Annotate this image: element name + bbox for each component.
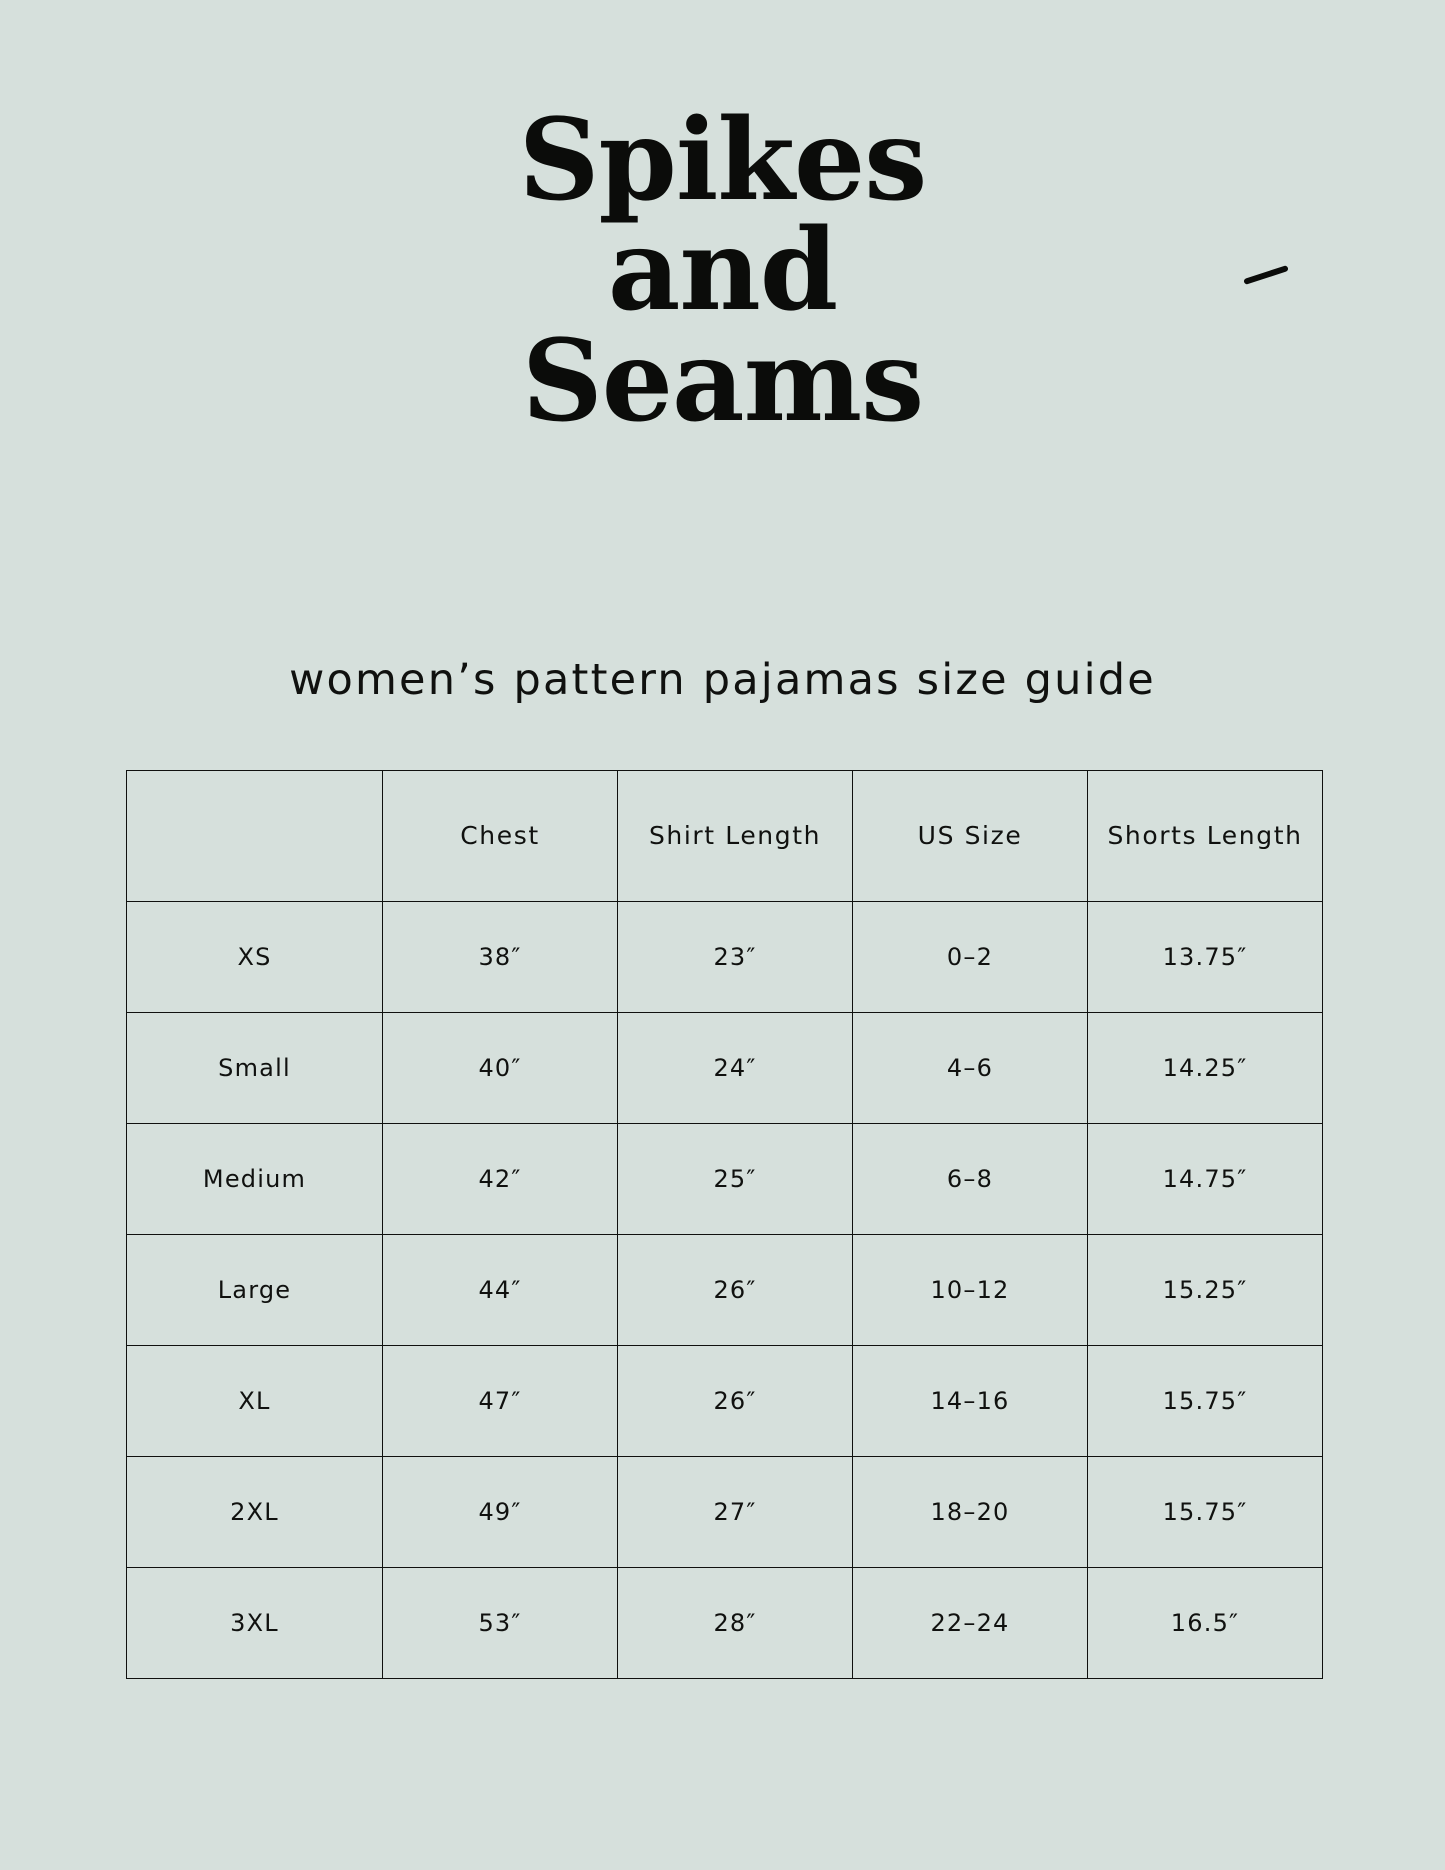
cell-chest: 47″ [383,1346,618,1457]
table-row [127,1124,1323,1235]
cell-us-size: 4–6 [853,1013,1088,1124]
table-row [127,1457,1323,1568]
cell-chest: 38″ [383,902,618,1013]
page-title: women’s pattern pajamas size guide [289,655,1156,705]
table-row [127,1568,1323,1679]
column-header-shirt-length: Shirt Length [618,771,853,902]
cell-us-size: 18–20 [853,1457,1088,1568]
row-label: XL [127,1346,383,1457]
cell-chest: 40″ [383,1013,618,1124]
cell-shorts-length: 15.75″ [1088,1346,1323,1457]
row-label: 3XL [127,1568,383,1679]
cell-chest: 53″ [383,1568,618,1679]
row-label: 2XL [127,1457,383,1568]
cell-us-size: 22–24 [853,1568,1088,1679]
cell-shorts-length: 15.25″ [1088,1235,1323,1346]
cell-shirt-length: 25″ [618,1124,853,1235]
cell-shorts-length: 16.5″ [1088,1568,1323,1679]
cell-shirt-length: 27″ [618,1457,853,1568]
cell-shirt-length: 26″ [618,1235,853,1346]
row-label: Medium [127,1124,383,1235]
table-corner-cell [127,771,383,902]
brand-logo-line-3: Seams [521,315,924,447]
table-row [127,1013,1323,1124]
table-header-row [127,771,1323,902]
cell-shorts-length: 15.75″ [1088,1457,1323,1568]
cell-shorts-length: 13.75″ [1088,902,1323,1013]
brand-logo-line-2: and [607,205,838,337]
table-row [127,1235,1323,1346]
cell-shorts-length: 14.75″ [1088,1124,1323,1235]
cell-us-size: 10–12 [853,1235,1088,1346]
table-body [127,902,1323,1679]
cell-shirt-length: 23″ [618,902,853,1013]
cell-chest: 42″ [383,1124,618,1235]
cell-us-size: 6–8 [853,1124,1088,1235]
table-row [127,902,1323,1013]
cell-chest: 49″ [383,1457,618,1568]
column-header-us-size: US Size [853,771,1088,902]
brand-logo [0,95,1445,447]
table-row [127,1346,1323,1457]
row-label: XS [127,902,383,1013]
size-table [126,770,1323,1679]
row-label: Small [127,1013,383,1124]
size-chart [126,770,1322,1679]
cell-us-size: 14–16 [853,1346,1088,1457]
table-header [127,771,1323,902]
cell-shirt-length: 24″ [618,1013,853,1124]
column-header-shorts-length: Shorts Length [1088,771,1323,902]
column-header-chest: Chest [383,771,618,902]
brand-logo-line-1: Spikes [518,95,927,226]
row-label: Large [127,1235,383,1346]
cell-shirt-length: 28″ [618,1568,853,1679]
cell-chest: 44″ [383,1235,618,1346]
cell-us-size: 0–2 [853,902,1088,1013]
cell-shirt-length: 26″ [618,1346,853,1457]
cell-shorts-length: 14.25″ [1088,1013,1323,1124]
